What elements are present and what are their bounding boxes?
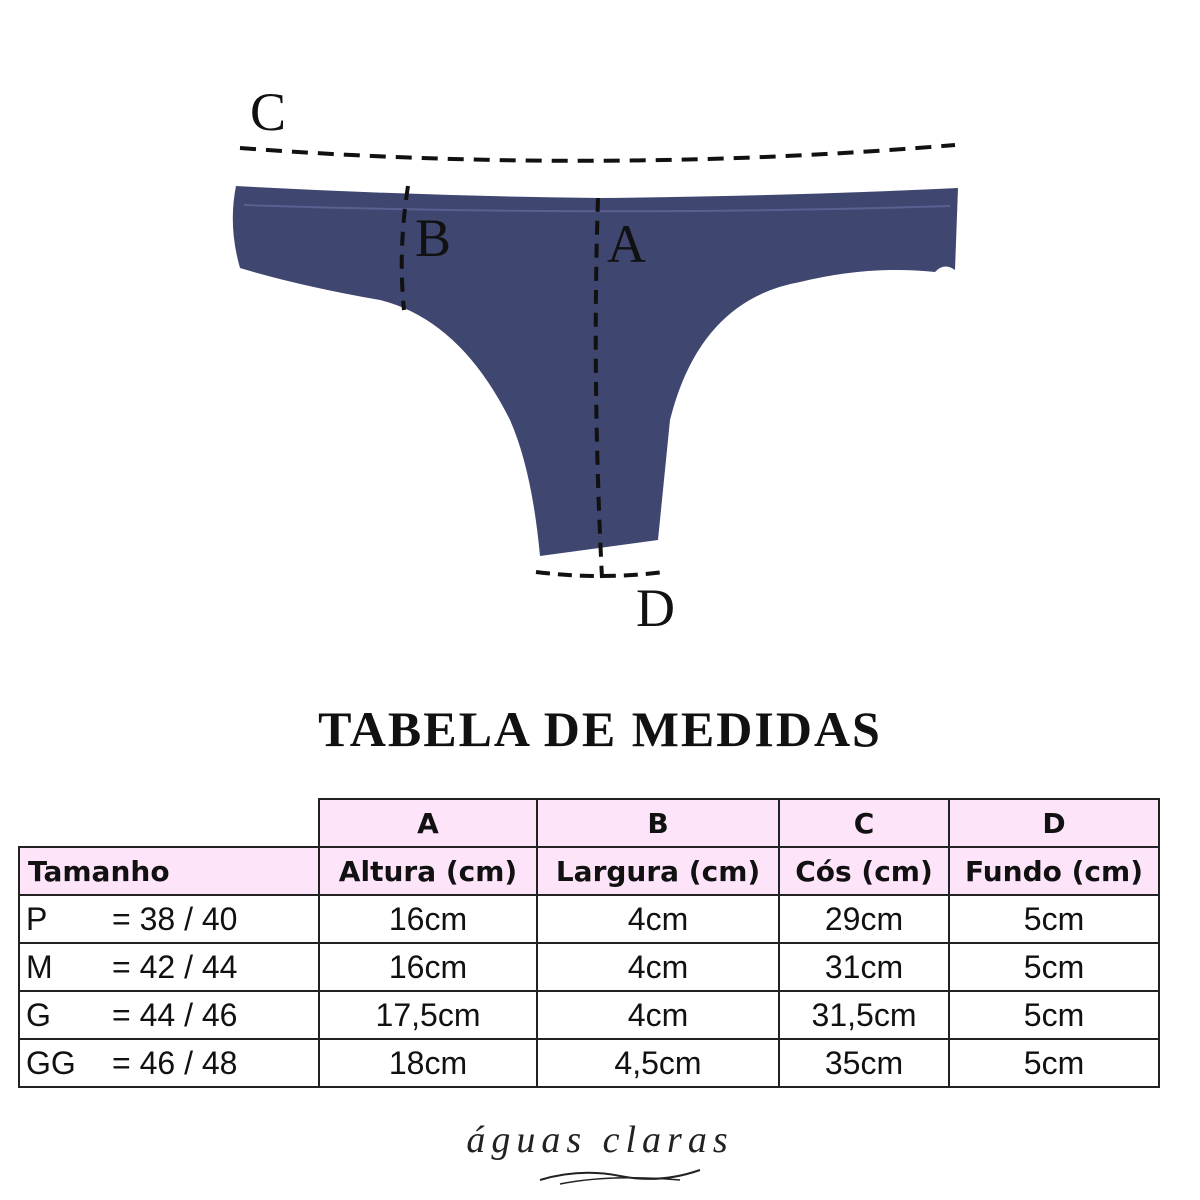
column-header-row — [19, 847, 1159, 895]
altura-cell: 17,5cm — [319, 991, 537, 1039]
table-row — [19, 943, 1159, 991]
empty-corner-cell — [19, 799, 319, 847]
size-column-header: Tamanho — [19, 847, 319, 895]
cos-cell: 31,5cm — [779, 991, 949, 1039]
measure-line-c — [240, 145, 955, 161]
cos-cell: 29cm — [779, 895, 949, 943]
size-range: = 44 / 46 — [112, 996, 238, 1033]
size-cell — [19, 1039, 319, 1087]
size-cell — [19, 943, 319, 991]
letter-header-a: A — [319, 799, 537, 847]
fundo-cell: 5cm — [949, 895, 1159, 943]
letter-header-d: D — [949, 799, 1159, 847]
size-range: = 42 / 44 — [112, 948, 238, 985]
largura-cell: 4cm — [537, 943, 779, 991]
table-row — [19, 1039, 1159, 1087]
brand-logo-text: águas claras — [466, 1119, 734, 1161]
largura-cell: 4cm — [537, 991, 779, 1039]
size-range: = 46 / 48 — [112, 1044, 238, 1081]
size-code: P — [26, 900, 48, 937]
page-title: TABELA DE MEDIDAS — [318, 701, 882, 757]
size-chart-table — [18, 798, 1160, 1088]
size-code: GG — [26, 1044, 76, 1081]
brand-swash-flourish — [520, 1160, 720, 1190]
letter-header-c: C — [779, 799, 949, 847]
column-header-cos: Cós (cm) — [779, 847, 949, 895]
size-code: M — [26, 948, 53, 985]
fundo-cell: 5cm — [949, 943, 1159, 991]
column-header-fundo: Fundo (cm) — [949, 847, 1159, 895]
column-header-largura: Largura (cm) — [537, 847, 779, 895]
size-code: G — [26, 996, 51, 1033]
label-d: D — [636, 578, 675, 638]
largura-cell: 4cm — [537, 895, 779, 943]
table-row — [19, 991, 1159, 1039]
size-cell — [19, 991, 319, 1039]
fundo-cell: 5cm — [949, 1039, 1159, 1087]
cos-cell: 31cm — [779, 943, 949, 991]
altura-cell: 18cm — [319, 1039, 537, 1087]
size-range: = 38 / 40 — [112, 900, 238, 937]
altura-cell: 16cm — [319, 943, 537, 991]
label-a: A — [607, 214, 646, 274]
fundo-cell: 5cm — [949, 991, 1159, 1039]
cos-cell: 35cm — [779, 1039, 949, 1087]
label-b: B — [415, 208, 452, 268]
altura-cell: 16cm — [319, 895, 537, 943]
table-row — [19, 895, 1159, 943]
label-c: C — [250, 82, 287, 142]
column-header-altura: Altura (cm) — [319, 847, 537, 895]
letter-header-row — [19, 799, 1159, 847]
largura-cell: 4,5cm — [537, 1039, 779, 1087]
letter-header-b: B — [537, 799, 779, 847]
size-cell — [19, 895, 319, 943]
